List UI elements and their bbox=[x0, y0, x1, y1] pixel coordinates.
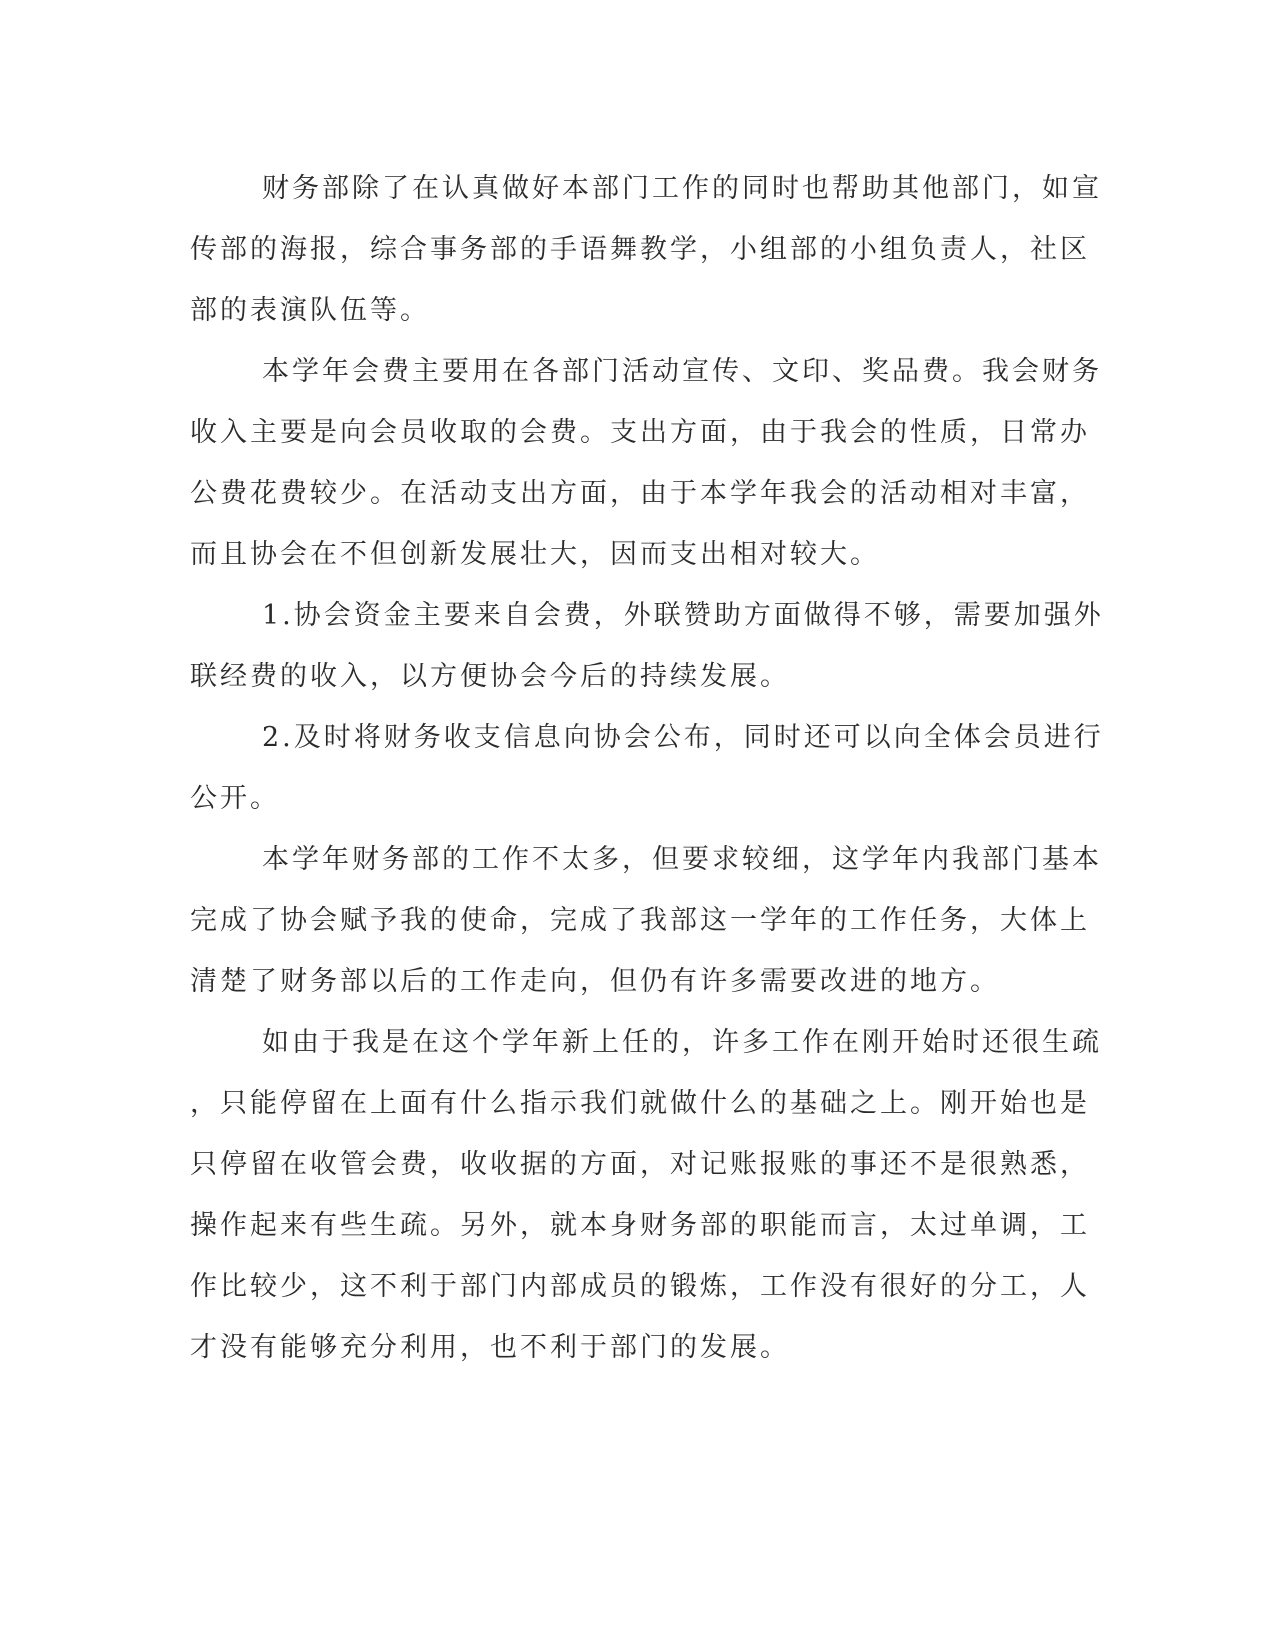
text-line: 操作起来有些生疏。另外，就本身财务部的职能而言，太过单调，工 bbox=[190, 1210, 1090, 1241]
text-line: ，只能停留在上面有什么指示我们就做什么的基础之上。刚开始也是 bbox=[190, 1088, 1090, 1119]
paragraph-3 bbox=[190, 585, 1104, 707]
text-line: 只停留在收管会费，收收据的方面，对记账报账的事还不是很熟悉， bbox=[190, 1149, 1090, 1180]
text-line: 本学年财务部的工作不太多，但要求较细，这学年内我部门基本 bbox=[262, 844, 1102, 875]
text-line: 收入主要是向会员收取的会费。支出方面，由于我会的性质，日常办 bbox=[190, 417, 1090, 448]
paragraph-4 bbox=[190, 707, 1104, 829]
text-line: 2.及时将财务收支信息向协会公布，同时还可以向全体会员进行 bbox=[262, 722, 1104, 753]
paragraph-6 bbox=[190, 1012, 1102, 1378]
text-line: 财务部除了在认真做好本部门工作的同时也帮助其他部门，如宣 bbox=[262, 173, 1102, 204]
text-line: 完成了协会赋予我的使命，完成了我部这一学年的工作任务，大体上 bbox=[190, 905, 1090, 936]
text-line: 作比较少，这不利于部门内部成员的锻炼，工作没有很好的分工，人 bbox=[190, 1271, 1090, 1302]
text-line: 公费花费较少。在活动支出方面，由于本学年我会的活动相对丰富， bbox=[190, 478, 1090, 509]
text-line: 传部的海报，综合事务部的手语舞教学，小组部的小组负责人，社区 bbox=[190, 234, 1090, 265]
text-line: 联经费的收入，以方便协会今后的持续发展。 bbox=[190, 661, 790, 692]
text-line: 部的表演队伍等。 bbox=[190, 295, 430, 326]
text-line: 清楚了财务部以后的工作走向，但仍有许多需要改进的地方。 bbox=[190, 966, 1000, 997]
document-body bbox=[190, 158, 1104, 1378]
text-line: 而且协会在不但创新发展壮大，因而支出相对较大。 bbox=[190, 539, 880, 570]
text-line: 如由于我是在这个学年新上任的，许多工作在刚开始时还很生疏 bbox=[262, 1027, 1102, 1058]
text-line: 本学年会费主要用在各部门活动宣传、文印、奖品费。我会财务 bbox=[262, 356, 1102, 387]
paragraph-5 bbox=[190, 829, 1102, 1012]
text-line: 1.协会资金主要来自会费，外联赞助方面做得不够，需要加强外 bbox=[262, 600, 1104, 631]
text-line: 公开。 bbox=[190, 783, 280, 814]
text-line: 才没有能够充分利用，也不利于部门的发展。 bbox=[190, 1332, 790, 1363]
paragraph-2 bbox=[190, 341, 1102, 585]
paragraph-1 bbox=[190, 158, 1102, 341]
